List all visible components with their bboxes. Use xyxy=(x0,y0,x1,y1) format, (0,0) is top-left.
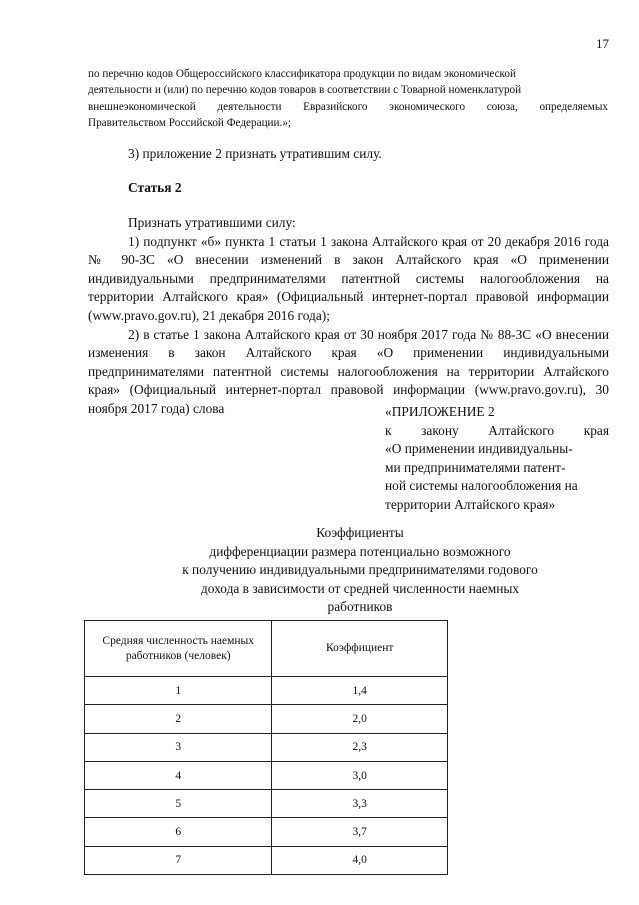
cell-coefficient: 4,0 xyxy=(272,846,448,874)
article-2-body xyxy=(88,214,609,419)
cell-employees: 6 xyxy=(85,818,272,846)
intro-paragraph xyxy=(88,66,608,131)
header-coefficient: Коэффициент xyxy=(272,621,448,677)
table-row xyxy=(85,818,448,846)
coefficients-title xyxy=(100,524,620,617)
appendix-line: ной системы налогообложения на xyxy=(385,478,578,494)
table-row xyxy=(85,677,448,705)
coefficients-table xyxy=(84,620,448,875)
title-line: работников xyxy=(327,599,393,615)
article-heading: Статья 2 xyxy=(128,180,182,195)
cell-employees: 3 xyxy=(85,733,272,761)
intro-line: внешнеэкономической деятельности Евразийского экономического союза, определяемых xyxy=(88,100,608,113)
appendix-line: «ПРИЛОЖЕНИЕ 2 xyxy=(385,404,495,419)
intro-line: Правительством Российской Федерации.»; xyxy=(88,116,292,129)
article-item-2: 2) в статье 1 закона Алтайского края от 30 ноября 2017 года № 88-ЗС «О внесении изменения в закон Алтайского края «О применении индивидуальными предпринимателями патентной системы налогообложения на территории Алтайского края» (Официальный интернет-портал правовой информации (www.pravo.gov.ru), 30 ноября 2017 года) слова xyxy=(88,326,609,416)
article-item-1: 1) подпункт «б» пункта 1 статьи 1 закона Алтайского края от 20 декабря 2016 года № 90-ЗС «О внесении изменений в закон Алтайского края «О применении индивидуальными предпринимателями патентной системы налогообложения на территории Алтайского края» (Официальный интернет-портал правовой информации (www.pravo.gov.ru), 21 декабря 2016 года); xyxy=(88,233,609,323)
table-row xyxy=(85,761,448,789)
intro-line: деятельности и (или) по перечню кодов товаров в соответствии с Товарной номенклатурой xyxy=(88,84,522,97)
cell-employees: 4 xyxy=(85,761,272,789)
header-employees: Средняя численность наемных работников (человек) xyxy=(85,621,272,677)
table-header-row xyxy=(85,621,448,677)
cell-coefficient: 3,7 xyxy=(272,818,448,846)
cell-coefficient: 2,0 xyxy=(272,705,448,733)
appendix-line: к закону Алтайского края xyxy=(385,422,609,438)
title-line: дохода в зависимости от средней численности наемных xyxy=(200,580,520,596)
appendix-line: «О применении индивидуальны- xyxy=(385,441,573,457)
cell-coefficient: 2,3 xyxy=(272,733,448,761)
intro-line: по перечню кодов Общероссийского классификатора продукции по видам экономической xyxy=(88,68,516,80)
table-row xyxy=(85,705,448,733)
title-line: Коэффициенты xyxy=(316,525,404,540)
appendix-line: территории Алтайского края» xyxy=(385,496,556,512)
table-row xyxy=(85,790,448,818)
cell-coefficient: 3,0 xyxy=(272,761,448,789)
appendix-caption xyxy=(385,403,609,515)
cell-employees: 5 xyxy=(85,790,272,818)
table-row xyxy=(85,733,448,761)
appendix-line: ми предпринимателями патент- xyxy=(385,459,566,475)
title-line: дифференциации размера потенциально возможного xyxy=(209,543,511,559)
cell-employees: 2 xyxy=(85,705,272,733)
cell-employees: 7 xyxy=(85,846,272,874)
item-3: 3) приложение 2 признать утратившим силу. xyxy=(128,146,382,161)
title-line: к получению индивидуальными предпринимателями годового xyxy=(182,562,538,578)
page-number: 17 xyxy=(596,36,609,51)
cell-coefficient: 3,3 xyxy=(272,790,448,818)
cell-coefficient: 1,4 xyxy=(272,677,448,705)
cell-employees: 1 xyxy=(85,677,272,705)
table-row xyxy=(85,846,448,874)
article-lead: Признать утратившими силу: xyxy=(128,215,296,230)
